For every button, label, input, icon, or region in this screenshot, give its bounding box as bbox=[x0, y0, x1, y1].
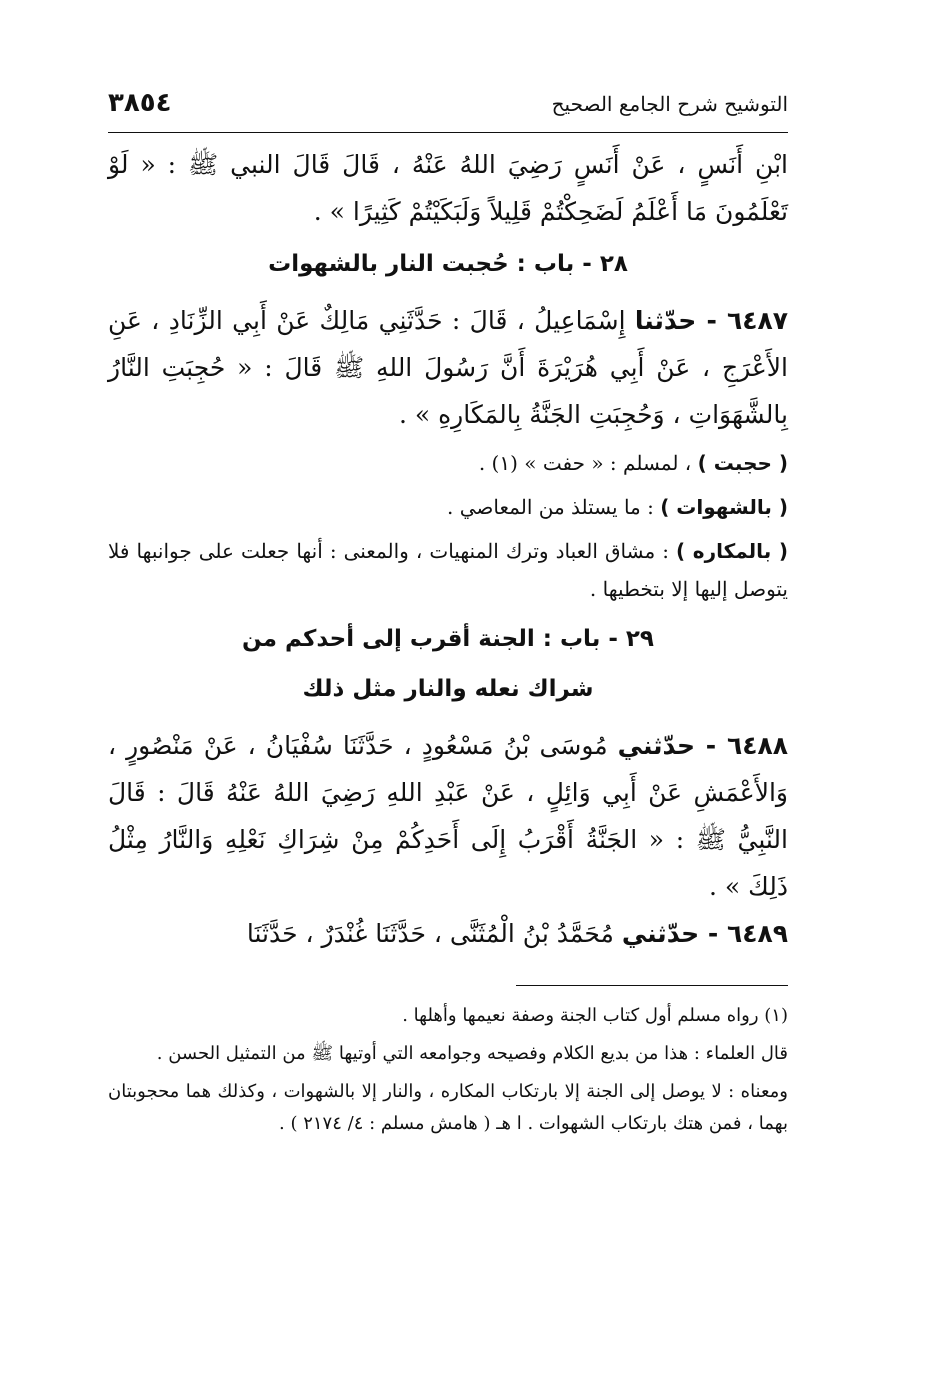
page-number: ٣٨٥٤ bbox=[108, 88, 172, 118]
hadith-text: مُوسَى بْنُ مَسْعُودٍ ، حَدَّثَنَا سُفْيَانُ ، عَنْ مَنْصُورٍ ، وَالأَعْمَشِ عَنْ أَبِي وَائِلٍ ، عَنْ عَبْدِ اللهِ رَضِيَ اللهُ عَنْهُ قَالَ : قَالَ النَّبِيُّ ﷺ : « الجَنَّةُ أَقْرَبُ إِلَى أَحَدِكُمْ مِنْ شِرَاكِ نَعْلِهِ وَالنَّارُ مِثْلُ ذَلِكَ » . bbox=[108, 731, 788, 901]
hadith-number: ٦٤٨٧ - حدّثنا bbox=[634, 306, 788, 335]
explanation-text: ، لمسلم : « حفت » (١) . bbox=[478, 451, 692, 475]
hadith-text: مُحَمَّدُ بْنُ الْمُثَنَّى ، حَدَّثَنَا غُنْدَرٌ ، حَدَّثَنَا bbox=[246, 919, 614, 948]
footnote-divider bbox=[516, 985, 788, 986]
chapter-heading-line: شراك نعله والنار مثل ذلك bbox=[302, 676, 594, 702]
explained-term: ( بالشهوات ) bbox=[660, 495, 788, 519]
book-title: التوشيح شرح الجامع الصحيح bbox=[551, 92, 788, 116]
hadith-number: ٦٤٨٨ - حدّثني bbox=[617, 731, 788, 760]
explained-term: ( بالمكاره ) bbox=[676, 539, 788, 563]
explanation-note bbox=[108, 532, 788, 608]
explanation-text: : مشاق العباد وترك المنهيات ، والمعنى : أنها جعلت على جوانبها فلا يتوصل إليها إلا بتخطيها . bbox=[108, 539, 788, 601]
footnotes bbox=[108, 1000, 788, 1140]
explanation-text: : ما يستلذ من المعاصي . bbox=[447, 495, 654, 519]
explanation-note bbox=[108, 444, 788, 482]
opening-paragraph: ابْنِ أَنَسٍ ، عَنْ أَنَسٍ رَضِيَ اللهُ عَنْهُ ، قَالَ قَالَ النبي ﷺ : « لَوْ تَعْلَمُونَ مَا أَعْلَمُ لَضَحِكْتُمْ قَلِيلاً وَلَبَكَيْتُمْ كَثِيرًا » . bbox=[108, 150, 788, 226]
hadith-6487 bbox=[108, 297, 788, 438]
explained-term: ( حجبت ) bbox=[697, 451, 788, 475]
hadith-6488 bbox=[108, 722, 788, 910]
chapter-heading-line: ٢٩ - باب : الجنة أقرب إلى أحدكم من bbox=[242, 626, 654, 652]
book-page bbox=[108, 88, 788, 1146]
footnote: (١) رواه مسلم أول كتاب الجنة وصفة نعيمها وأهلها . bbox=[402, 1005, 788, 1026]
footnote: قال العلماء : هذا من بديع الكلام وفصيحه وجوامعه التي أوتيها ﷺ من التمثيل الحسن . bbox=[156, 1043, 788, 1064]
hadith-6489 bbox=[108, 910, 788, 957]
explanation-note bbox=[108, 488, 788, 526]
chapter-heading-29 bbox=[108, 614, 788, 714]
running-header bbox=[108, 88, 788, 133]
hadith-number: ٦٤٨٩ - حدّثني bbox=[621, 919, 788, 948]
hadith-text: إِسْمَاعِيلُ ، قَالَ : حَدَّثَنِي مَالِكٌ عَنْ أَبِي الزِّنَادِ ، عَنِ الأَعْرَجِ ، عَنْ أَبِي هُرَيْرَةَ أَنَّ رَسُولَ اللهِ ﷺ قَالَ : « حُجِبَتِ النَّارُ بِالشَّهَوَاتِ ، وَحُجِبَتِ الجَنَّةُ بِالمَكَارِهِ » . bbox=[108, 306, 788, 429]
footnote: ومعناه : لا يوصل إلى الجنة إلا بارتكاب المكاره ، والنار إلا بالشهوات ، وكذلك هما محجوبتان بهما ، فمن هتك بارتكاب الشهوات . ا هـ ( هامش مسلم : ٤/ ٢١٧٤ ) . bbox=[108, 1081, 788, 1134]
chapter-heading-28: ٢٨ - باب : حُجبت النار بالشهوات bbox=[268, 251, 628, 277]
